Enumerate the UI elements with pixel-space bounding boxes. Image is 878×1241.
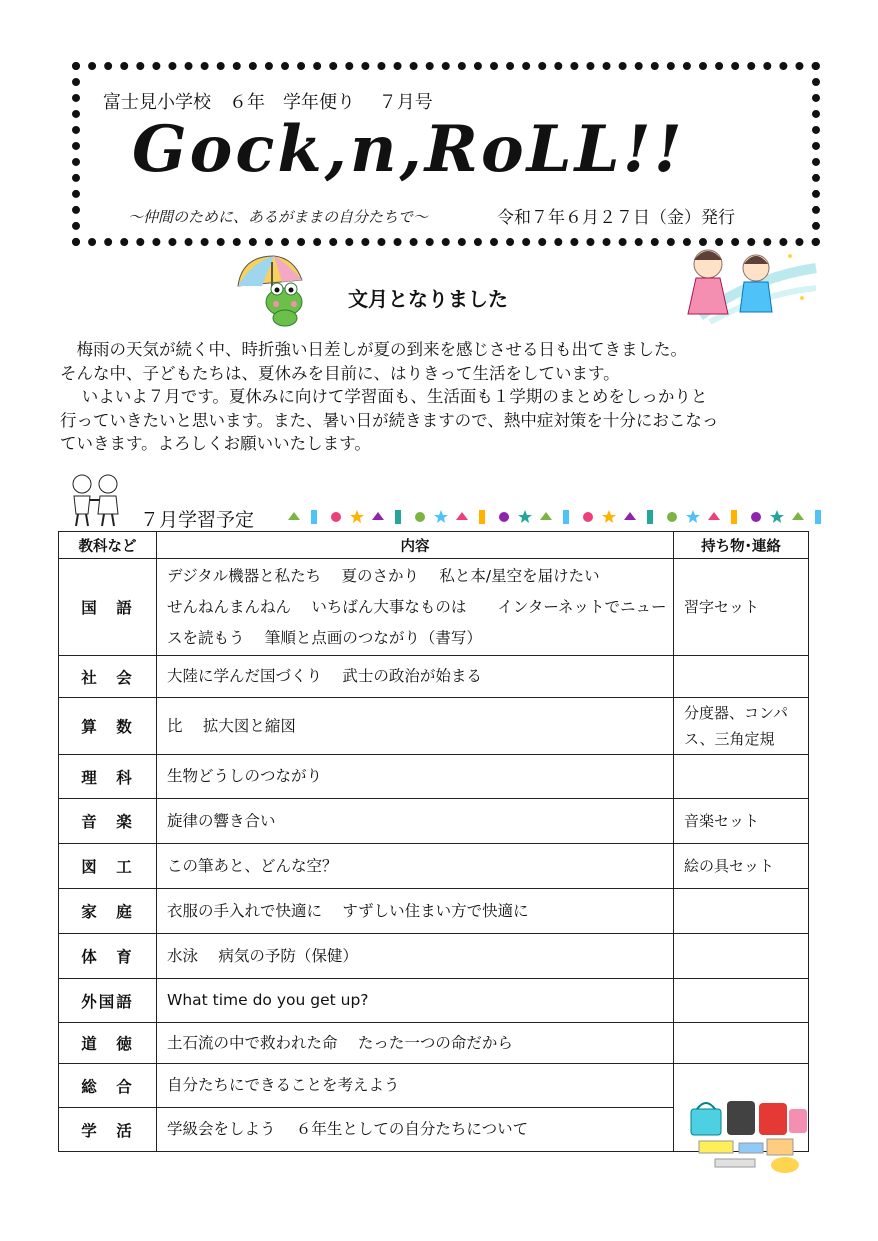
- subject-cell: 外国語: [59, 979, 157, 1023]
- star-icon: [770, 510, 784, 523]
- star-icon: [602, 510, 616, 523]
- schedule-title: ７月学習予定: [140, 509, 255, 531]
- header-content: 内容: [157, 532, 674, 559]
- paper-ball-icon: [415, 512, 425, 522]
- items-cell: [674, 889, 809, 934]
- content-cell: 自分たちにできることを考えよう: [157, 1064, 674, 1108]
- items-cell: 習字セット: [674, 559, 809, 656]
- subject-cell: 音 楽: [59, 799, 157, 844]
- content-cell: 衣服の手入れで快適に すずしい住まい方で快適に: [157, 889, 674, 934]
- table-header-row: [59, 532, 809, 559]
- table-row: [59, 755, 809, 799]
- paper-ball-icon: [667, 512, 677, 522]
- header-subject: 教科など: [59, 532, 157, 559]
- star-icon: [518, 510, 532, 523]
- bamboo-leaf-icon: [792, 512, 804, 520]
- content-cell: 生物どうしのつながり: [157, 755, 674, 799]
- content-cell: 比 拡大図と縮図: [157, 698, 674, 755]
- paper-ball-icon: [331, 512, 341, 522]
- paper-ball-icon: [583, 512, 593, 522]
- subject-cell: 体 育: [59, 934, 157, 979]
- content-cell: What time do you get up?: [157, 979, 674, 1023]
- star-icon: [350, 510, 364, 523]
- subject-cell: 総 合: [59, 1064, 157, 1108]
- table-row: [59, 1023, 809, 1064]
- subject-cell: 社 会: [59, 656, 157, 698]
- newsletter-subtitle: ～仲間のために、あるがままの自分たちで～: [128, 208, 428, 226]
- star-icon: [434, 510, 448, 523]
- content-cell: この筆あと、どんな空？: [157, 844, 674, 889]
- table-row: [59, 979, 809, 1023]
- intro-line: 行っていきたいと思います。また、暑い日が続きますので、熱中症対策を十分におこなっ: [60, 410, 719, 430]
- tanzaku-icon: [647, 510, 653, 524]
- school-grade-line: 富士見小学校 ６年 学年便り ７月号: [103, 92, 433, 113]
- school-supplies-illustration: [685, 1095, 815, 1175]
- tanabata-couple-illustration: [680, 238, 820, 328]
- tanzaku-icon: [311, 510, 317, 524]
- subject-cell: 道 徳: [59, 1023, 157, 1064]
- content-cell: 旋律の響き合い: [157, 799, 674, 844]
- items-cell: 分度器、コンパス、三角定規: [674, 698, 809, 755]
- subject-cell: 学 活: [59, 1108, 157, 1152]
- schedule-table: [58, 531, 809, 1152]
- tanabata-garland-illustration: [282, 504, 830, 530]
- content-line: せんねんまんねん いちばん大事なものは インターネットでニュー: [167, 597, 667, 616]
- tanzaku-icon: [731, 510, 737, 524]
- content-line: デジタル機器と私たち 夏のさかり 私と本/星空を届けたい: [167, 566, 600, 585]
- children-illustration: [64, 470, 130, 528]
- table-row: [59, 799, 809, 844]
- tanzaku-icon: [815, 510, 821, 524]
- intro-line: 梅雨の天気が続く中、時折強い日差しが夏の到来を感じさせる日も出てきました。: [60, 340, 687, 359]
- bamboo-leaf-icon: [708, 512, 720, 520]
- items-cell: 音楽セット: [674, 799, 809, 844]
- bamboo-leaf-icon: [540, 512, 552, 520]
- content-cell: 水泳 病気の予防（保健）: [157, 934, 674, 979]
- table-row: [59, 559, 809, 656]
- items-cell: [674, 979, 809, 1023]
- bamboo-leaf-icon: [288, 512, 300, 520]
- tanzaku-icon: [395, 510, 401, 524]
- content-line: スを読もう 筆順と点画のつながり（書写）: [167, 628, 482, 647]
- content-cell: 学級会をしよう ６年生としての自分たちについて: [157, 1108, 674, 1152]
- items-cell: [674, 755, 809, 799]
- subject-cell: 理 科: [59, 755, 157, 799]
- table-row: [59, 698, 809, 755]
- paper-ball-icon: [751, 512, 761, 522]
- subject-cell: 家 庭: [59, 889, 157, 934]
- section-heading: 文月となりました: [348, 287, 508, 311]
- table-row: [59, 889, 809, 934]
- items-cell: 絵の具セット: [674, 844, 809, 889]
- intro-text: [60, 338, 830, 456]
- content-cell: 大陸に学んだ国づくり 武士の政治が始まる: [157, 656, 674, 698]
- content-cell: 土石流の中で救われた命 たった一つの命だから: [157, 1023, 674, 1064]
- subject-cell: 算 数: [59, 698, 157, 755]
- star-icon: [686, 510, 700, 523]
- tanzaku-icon: [479, 510, 485, 524]
- items-cell: [674, 934, 809, 979]
- bamboo-leaf-icon: [456, 512, 468, 520]
- frog-with-umbrella-illustration: [232, 252, 316, 328]
- tanzaku-icon: [563, 510, 569, 524]
- header-items: 持ち物･連絡: [674, 532, 809, 559]
- table-row: [59, 656, 809, 698]
- bamboo-leaf-icon: [372, 512, 384, 520]
- intro-line: そんな中、子どもたちは、夏休みを目前に、はりきって生活をしています。: [60, 363, 620, 383]
- items-cell: [674, 656, 809, 698]
- intro-line: いよいよ７月です。夏休みに向けて学習面も、生活面も１学期のまとめをしっかりと: [60, 387, 708, 406]
- content-cell: [157, 559, 674, 656]
- items-cell: [674, 1023, 809, 1064]
- table-row: [59, 934, 809, 979]
- issue-date: 令和７年６月２７日（金）発行: [497, 208, 735, 228]
- subject-cell: 図 工: [59, 844, 157, 889]
- newsletter-title: Gock,n,RoLL!!: [132, 112, 685, 187]
- subject-cell: 国 語: [59, 559, 157, 656]
- paper-ball-icon: [499, 512, 509, 522]
- table-row: [59, 844, 809, 889]
- intro-line: ていきます。よろしくお願いいたします。: [60, 434, 371, 453]
- bamboo-leaf-icon: [624, 512, 636, 520]
